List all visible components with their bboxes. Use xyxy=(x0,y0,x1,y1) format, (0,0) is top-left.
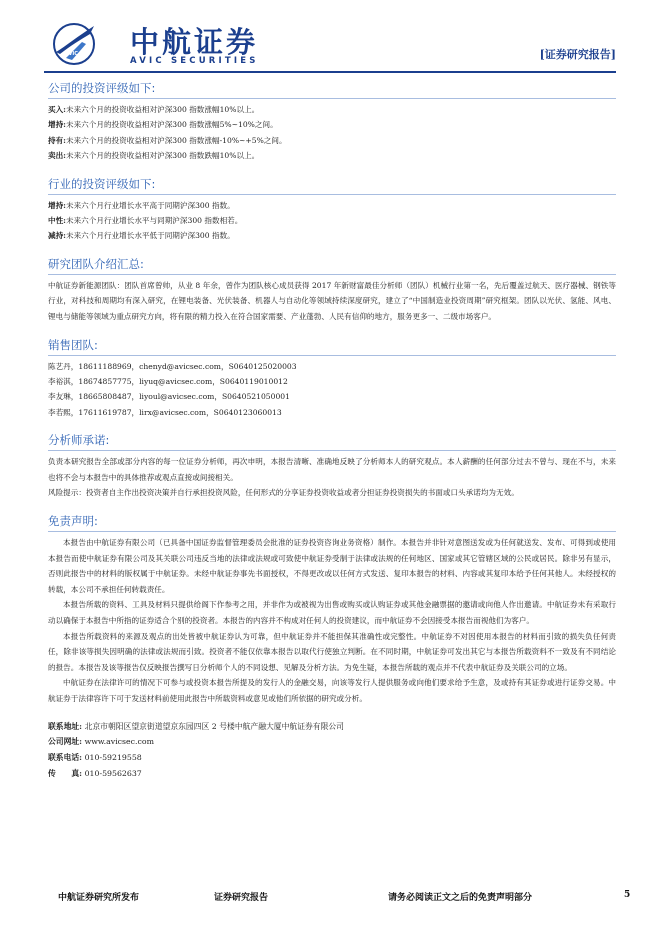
contact-address xyxy=(48,719,616,735)
sales-license: S0640125020003 xyxy=(228,361,297,371)
sales-name: 李若熙 xyxy=(48,407,71,417)
sales-license: S0640119010012 xyxy=(219,377,288,387)
logo-mark-text: AVIC xyxy=(65,51,78,57)
footer-report-type: 证券研究报告 xyxy=(214,893,269,903)
sales-phone: 18665808487 xyxy=(78,392,132,402)
sales-name: 李裕淇 xyxy=(48,377,71,387)
risk-warning: 风险提示：投资者自主作出投资决策并自行承担投资风险，任何形式的分享证券投资收益或者分担证券投资损失的书面或口头承诺均为无效。 xyxy=(48,488,519,498)
rating-label: 增持: xyxy=(48,120,66,130)
rating-item xyxy=(48,198,616,213)
disclaimer-paragraph: 本报告由中航证券有限公司（已具备中国证券监督管理委员会批准的证券投资咨询业务资格）制作。本报告并非针对意图送发或为任何就送发、发布、可得到或使用本报告而使中航证券有限公司及其关联公司违反当地的法律或法规或可致使中航证券受制于法律或法规的任何地区、国家或其它管辖区域的公民或居民。除非另有显示，否则此报告中的材料的版权属于中航证券。未经中航证券事先书面授权，不得更改或以任何方式发送、复印本报告的材料、内容或其复印本给予任何其他人。未经授权的转载，本公司不承担任何转载责任。 xyxy=(48,538,616,594)
analyst-title: 分析师承诺: xyxy=(48,433,110,448)
sales-email: liyoul@avicsec.com xyxy=(139,392,215,402)
contact-value: 北京市朝阳区望京街道望京东园四区 2 号楼中航产融大厦中航证券有限公司 xyxy=(84,721,344,731)
page-number: 5 xyxy=(624,890,631,900)
section-divider xyxy=(48,355,616,356)
disclaimer-paragraph: 本报告所载的资料、工具及材料只提供给阁下作参考之用，并非作为或被视为出售或购买或认购证券或其他金融票据的邀请或向他人作出邀请。中航证券未有采取行动以确保于本报告中所指的证券适合个别的投资者。本报告的内容并不构成对任何人的投资建议，而中航证券不会因接受本报告而视他们为客户。 xyxy=(48,600,616,625)
rating-text: 未来六个月行业增长水平低于同期沪深300 指数。 xyxy=(66,231,235,241)
report-type-tag: [证券研究报告] xyxy=(539,48,616,61)
sales-license: S0640521050001 xyxy=(221,392,290,402)
page-content xyxy=(48,80,616,794)
team-title: 研究团队介绍汇总: xyxy=(48,256,144,271)
sales-person: 李裕淇，18674857775，liyuq@avicsec.com，S0640119010012 xyxy=(48,377,288,387)
rating-item xyxy=(48,117,616,132)
rating-item xyxy=(48,228,616,243)
sales-person: 李若熙，17611619787，lirx@avicsec.com，S0640123060013 xyxy=(48,407,282,417)
page-footer xyxy=(48,886,634,910)
logo-english-name: AVIC SECURITIES xyxy=(130,56,259,66)
contact-value: 010-59219558 xyxy=(84,753,142,763)
industry-rating-title: 行业的投资评级如下: xyxy=(48,176,156,191)
contact-label: 联系电话: xyxy=(48,753,83,763)
footer-institute: 中航证券研究所发布 xyxy=(58,893,140,903)
sales-section xyxy=(48,337,616,421)
sales-person: 李友琳，18665808487，liyoul@avicsec.com，S0640521050001 xyxy=(48,392,290,402)
sales-phone: 18674857775 xyxy=(78,377,132,387)
sales-email: liyuq@avicsec.com xyxy=(139,377,213,387)
sales-name: 李友琳 xyxy=(48,392,71,402)
sales-phone: 18611188969 xyxy=(78,361,132,371)
logo-chinese-name: 中航证券 xyxy=(130,25,259,59)
contact-value: 010-59562637 xyxy=(84,768,142,778)
footer-disclaimer-note: 请务必阅读正文之后的免责声明部分 xyxy=(388,893,533,903)
sales-email: lirx@avicsec.com xyxy=(139,407,207,417)
contact-label: 传 真: xyxy=(48,768,83,778)
rating-text: 未来六个月行业增长水平高于同期沪深300 指数。 xyxy=(66,200,235,210)
rating-label: 持有: xyxy=(48,135,66,145)
industry-rating-section xyxy=(48,176,616,244)
sales-license: S0640123060013 xyxy=(213,407,282,417)
sales-person: 陈艺丹，18611188969，chenyd@avicsec.com，S0640125020003 xyxy=(48,361,297,371)
contact-website xyxy=(48,734,616,750)
page-header xyxy=(48,14,618,72)
section-divider xyxy=(48,194,616,195)
sales-name: 陈艺丹 xyxy=(48,361,71,371)
contact-label: 联系地址: xyxy=(48,721,83,731)
section-divider xyxy=(48,531,616,532)
section-divider xyxy=(48,450,616,451)
rating-label: 买入: xyxy=(48,105,66,114)
rating-item xyxy=(48,102,616,117)
sales-title: 销售团队: xyxy=(48,337,98,352)
contact-fax xyxy=(48,766,616,782)
analyst-commitment: 负责本研究报告全部或部分内容的每一位证券分析师，再次申明，本报告清晰、准确地反映了分析师本人的研究观点。本人薪酬的任何部分过去不曾与、现在不与，未来也将不会与本报告中的具体推荐或观点直接或间接相关。 xyxy=(48,457,616,482)
header-divider xyxy=(44,71,616,73)
rating-text: 未来六个月的投资收益相对沪深300 指数跌幅10%以上。 xyxy=(66,151,260,161)
disclaimer-paragraph: 中航证券在法律许可的情况下可参与或投资本报告所提及的发行人的金融交易，向该等发行人提供服务或向他们要求给予生意，及或持有其证券或进行证券交易。中航证券于法律容许下可于发送材料前使用此报告中所载资料或意见或他们所依据的研究或分析。 xyxy=(48,678,616,703)
rating-text: 未来六个月的投资收益相对沪深300 指数涨幅5%~10%之间。 xyxy=(66,120,278,130)
team-description: 中航证券新能源团队：团队首席曾帅，从业 8 年余，曾作为团队核心成员获得 2017 年新财富最佳分析师（团队）机械行业第一名，先后覆盖过航天、医疗器械、钢铁等行业，对科技和周期均有深入研究，在锂电装备、光伏装备、机器人与自动化等领域持续深度研究，建立了“中国制造业投资周期”研究框架。团队以光伏、氢能、风电、锂电与储能等领域为重点研究方向，将有限的精力投入在符合国家需要、产业蓬勃、人民有信仰的地方，服务更多一、二级市场客户。 xyxy=(48,280,616,322)
company-rating-section xyxy=(48,80,616,164)
contact-label: 公司网址: xyxy=(48,737,83,747)
analyst-section xyxy=(48,432,616,501)
rating-item xyxy=(48,213,616,228)
rating-item xyxy=(48,148,616,163)
section-divider xyxy=(48,98,616,99)
rating-item xyxy=(48,133,616,148)
disclaimer-section xyxy=(48,513,616,707)
rating-label: 中性: xyxy=(48,216,66,226)
company-rating-title: 公司的投资评级如下: xyxy=(48,81,156,95)
section-divider xyxy=(48,274,616,275)
sales-phone: 17611619787 xyxy=(78,407,132,417)
disclaimer-paragraph: 本报告所载资料的来源及观点的出处皆被中航证券认为可靠，但中航证券并不能担保其准确性或完整性。中航证券不对因使用本报告的材料而引致的损失负任何责任，除非该等损失因明确的法律或法规而引致。投资者不能仅依靠本报告以取代行使独立判断。在不同时期，中航证券可发出其它与本报告所载资料不一致及有不同结论的报告。本报告及该等报告仅反映报告撰写日分析师个人的不同设想、见解及分析方法。为免生疑，本报告所载的观点并不代表中航证券及关联公司的立场。 xyxy=(48,631,616,672)
rating-label: 减持: xyxy=(48,231,66,241)
rating-text: 未来六个月的投资收益相对沪深300 指数涨幅10%以上。 xyxy=(66,105,260,114)
contact-phone xyxy=(48,750,616,766)
contact-section xyxy=(48,719,616,782)
rating-label: 卖出: xyxy=(48,151,66,161)
rating-label: 增持: xyxy=(48,200,66,210)
disclaimer-title: 免责声明: xyxy=(48,514,98,529)
avic-logo-icon xyxy=(52,22,96,66)
sales-email: chenyd@avicsec.com xyxy=(139,361,221,371)
contact-value[interactable]: www.avicsec.com xyxy=(84,737,154,747)
rating-text: 未来六个月行业增长水平与同期沪深300 指数相若。 xyxy=(66,216,243,226)
rating-text: 未来六个月的投资收益相对沪深300 指数涨幅-10%~+5%之间。 xyxy=(66,135,287,145)
team-section xyxy=(48,256,616,325)
